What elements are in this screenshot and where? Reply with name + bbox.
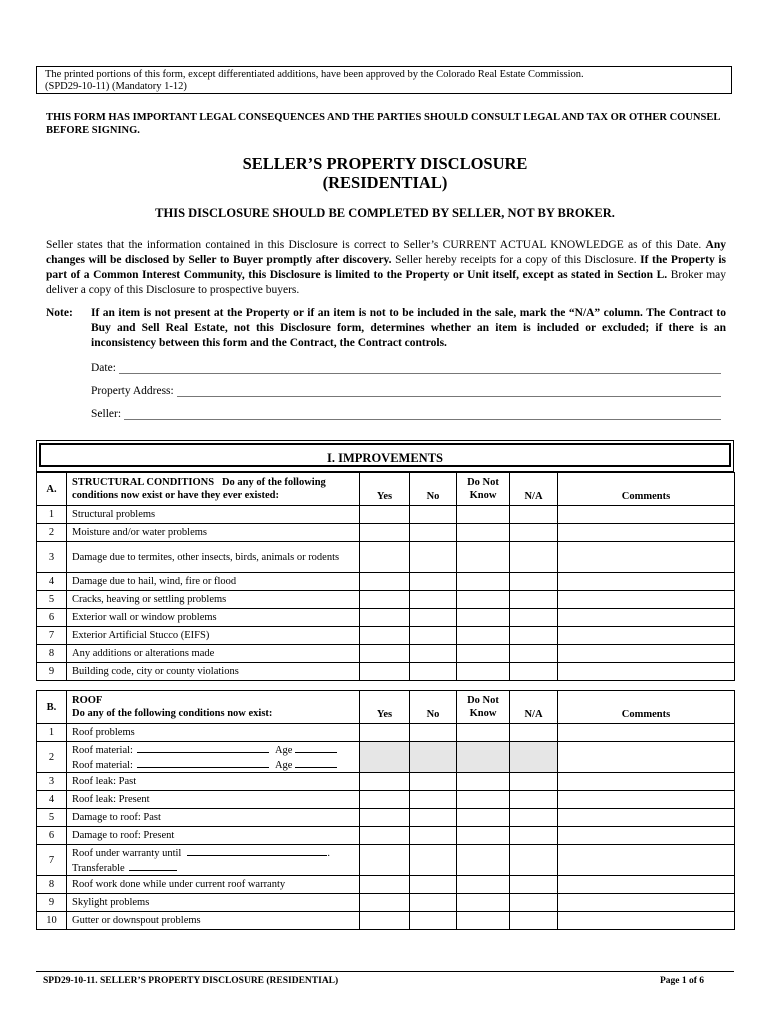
row-number: 5 <box>37 591 67 609</box>
checkbox-na[interactable] <box>510 827 558 845</box>
checkbox-no[interactable] <box>410 791 457 809</box>
question-emphasis: now exist <box>227 708 269 719</box>
date-label: Date: <box>91 362 116 374</box>
checkbox-yes[interactable] <box>360 809 410 827</box>
checkbox-do-not-know[interactable] <box>457 542 510 573</box>
row-number: 2 <box>37 524 67 542</box>
table-row <box>37 912 735 930</box>
checkbox-do-not-know[interactable] <box>457 845 510 876</box>
comments-cell[interactable] <box>558 791 735 809</box>
intro-text-2: Any changes will be disclosed by Seller to Buyer promptly after discovery. <box>46 239 726 266</box>
checkbox-na[interactable] <box>510 894 558 912</box>
structural-conditions-table <box>36 472 735 681</box>
property-address-field[interactable] <box>91 381 721 397</box>
age-label: Age <box>274 760 293 771</box>
row-number: 6 <box>37 609 67 627</box>
seller-field[interactable] <box>91 404 721 420</box>
table-row <box>37 876 735 894</box>
col-dnk-line1: Do Not <box>467 477 499 488</box>
checkbox-yes[interactable] <box>360 827 410 845</box>
warranty-date-input[interactable] <box>187 845 327 856</box>
checkbox-do-not-know[interactable] <box>457 524 510 542</box>
table-row <box>37 724 735 742</box>
row-number: 4 <box>37 573 67 591</box>
checkbox-yes[interactable] <box>360 742 410 773</box>
checkbox-yes[interactable] <box>360 845 410 876</box>
comments-cell[interactable] <box>558 627 735 645</box>
checkbox-na[interactable] <box>510 609 558 627</box>
approval-line-2: (SPD29-10-11) (Mandatory 1-12) <box>45 81 187 92</box>
property-address-label: Property Address: <box>91 385 174 397</box>
improvements-title: I. IMPROVEMENTS <box>39 443 731 467</box>
table-row <box>37 627 735 645</box>
question-prefix: Do any of the following conditions <box>72 477 326 501</box>
checkbox-no[interactable] <box>410 809 457 827</box>
intro-text-4: If the Property is part of a Common Interest Community, this Disclosure is limited to the Property or Unit itself, except as stated in Section L. <box>46 254 726 281</box>
row-label: Moisture and/or water problems <box>67 524 360 542</box>
checkbox-do-not-know[interactable] <box>457 506 510 524</box>
checkbox-yes[interactable] <box>360 791 410 809</box>
checkbox-do-not-know[interactable] <box>457 573 510 591</box>
comments-cell[interactable] <box>558 742 735 773</box>
checkbox-yes[interactable] <box>360 663 410 681</box>
checkbox-do-not-know[interactable] <box>457 663 510 681</box>
row-number: 2 <box>37 742 67 773</box>
intro-text-3: Seller hereby receipts for a copy of this Disclosure. <box>395 254 637 266</box>
row-label: Roof leak: Past <box>67 773 360 791</box>
col-comments: Comments <box>558 691 735 724</box>
intro-text-5: Broker may deliver a copy of this Disclosure to prospective buyers. <box>46 269 727 296</box>
checkbox-no[interactable] <box>410 894 457 912</box>
row-label: Roof problems <box>67 724 360 742</box>
comments-cell[interactable] <box>558 912 735 930</box>
checkbox-na[interactable] <box>510 524 558 542</box>
section-question <box>67 473 360 506</box>
comments-cell[interactable] <box>558 524 735 542</box>
row-label: Building code, city or county violations <box>67 663 360 681</box>
transferable-input[interactable] <box>129 860 177 871</box>
checkbox-do-not-know[interactable] <box>457 742 510 773</box>
table-row <box>37 742 735 773</box>
checkbox-yes[interactable] <box>360 724 410 742</box>
age-input[interactable] <box>295 742 337 753</box>
row-label: Damage to roof: Past <box>67 809 360 827</box>
checkbox-na[interactable] <box>510 573 558 591</box>
checkbox-no[interactable] <box>410 591 457 609</box>
checkbox-no[interactable] <box>410 627 457 645</box>
row-label: Exterior wall or window problems <box>67 609 360 627</box>
comments-cell[interactable] <box>558 845 735 876</box>
row-number: 8 <box>37 645 67 663</box>
checkbox-na[interactable] <box>510 773 558 791</box>
col-yes: Yes <box>360 473 410 506</box>
checkbox-na[interactable] <box>510 724 558 742</box>
row-label: Exterior Artificial Stucco (EIFS) <box>67 627 360 645</box>
row-number: 6 <box>37 827 67 845</box>
checkbox-na[interactable] <box>510 663 558 681</box>
checkbox-na[interactable] <box>510 791 558 809</box>
checkbox-no[interactable] <box>410 609 457 627</box>
table-row <box>37 506 735 524</box>
checkbox-yes[interactable] <box>360 627 410 645</box>
date-input-line[interactable] <box>119 362 721 374</box>
comments-cell[interactable] <box>558 876 735 894</box>
table-row <box>37 791 735 809</box>
col-na: N/A <box>510 691 558 724</box>
row-label: Damage due to hail, wind, fire or flood <box>67 573 360 591</box>
intro-paragraph <box>46 238 726 298</box>
table-row <box>37 894 735 912</box>
checkbox-no[interactable] <box>410 912 457 930</box>
comments-cell[interactable] <box>558 663 735 681</box>
checkbox-yes[interactable] <box>360 542 410 573</box>
row-label: Cracks, heaving or settling problems <box>67 591 360 609</box>
table-row <box>37 609 735 627</box>
table-row <box>37 773 735 791</box>
title-line-1: SELLER’S PROPERTY DISCLOSURE <box>242 154 528 173</box>
row-number: 1 <box>37 724 67 742</box>
checkbox-na[interactable] <box>510 845 558 876</box>
checkbox-do-not-know[interactable] <box>457 627 510 645</box>
table-row <box>37 645 735 663</box>
table-row <box>37 663 735 681</box>
footer-divider <box>36 971 734 972</box>
row-label: Any additions or alterations made <box>67 645 360 663</box>
roof-material-input[interactable] <box>137 742 269 753</box>
table-header-row <box>37 473 735 506</box>
seller-input-line[interactable] <box>124 408 721 420</box>
row-number: 7 <box>37 845 67 876</box>
checkbox-do-not-know[interactable] <box>457 827 510 845</box>
col-dnk-line2: Know <box>469 708 497 719</box>
comments-cell[interactable] <box>558 591 735 609</box>
checkbox-do-not-know[interactable] <box>457 773 510 791</box>
checkbox-no[interactable] <box>410 542 457 573</box>
note-block <box>46 306 726 351</box>
col-do-not-know <box>457 691 510 724</box>
row-number: 4 <box>37 791 67 809</box>
row-label: Roof work done while under current roof warranty <box>67 876 360 894</box>
checkbox-no[interactable] <box>410 773 457 791</box>
section-title: ROOF <box>72 695 103 706</box>
checkbox-no[interactable] <box>410 876 457 894</box>
section-question <box>67 691 360 724</box>
row-label <box>67 742 360 773</box>
age-input[interactable] <box>295 757 337 768</box>
note-text: If an item is not present at the Property or if an item is not to be included in the sale, mark the “N/A” column. The Contract to Buy and Sell Real Estate, not this Disclosure form, determines whether an item is included or excluded; if there is an inconsistency between this form and the Contract, the Contract controls. <box>91 307 726 349</box>
row-number: 7 <box>37 627 67 645</box>
row-label: Roof under warranty until . Transferable <box>67 845 360 876</box>
checkbox-do-not-know[interactable] <box>457 912 510 930</box>
col-dnk-line2: Know <box>469 490 497 501</box>
roof-material-label: Roof material: <box>72 745 133 756</box>
roof-material-input[interactable] <box>137 757 269 768</box>
section-title: STRUCTURAL CONDITIONS <box>72 477 215 488</box>
row-number: 9 <box>37 663 67 681</box>
question-prefix: Do any of the following conditions <box>72 708 225 719</box>
checkbox-na[interactable] <box>510 542 558 573</box>
checkbox-do-not-know[interactable] <box>457 609 510 627</box>
table-row <box>37 524 735 542</box>
property-address-input-line[interactable] <box>177 385 721 397</box>
date-field[interactable] <box>91 358 721 374</box>
checkbox-na[interactable] <box>510 506 558 524</box>
comments-cell[interactable] <box>558 724 735 742</box>
checkbox-no[interactable] <box>410 663 457 681</box>
comments-cell[interactable] <box>558 773 735 791</box>
row-label: Damage due to termites, other insects, birds, animals or rodents <box>67 542 360 573</box>
warranty-label: Roof under warranty until <box>72 848 182 859</box>
col-na: N/A <box>510 473 558 506</box>
checkbox-yes[interactable] <box>360 876 410 894</box>
row-label: Damage to roof: Present <box>67 827 360 845</box>
checkbox-no[interactable] <box>410 524 457 542</box>
approval-notice <box>36 66 732 94</box>
checkbox-yes[interactable] <box>360 912 410 930</box>
comments-cell[interactable] <box>558 809 735 827</box>
col-comments: Comments <box>558 473 735 506</box>
table-header-row <box>37 691 735 724</box>
table-row <box>37 845 735 876</box>
checkbox-do-not-know[interactable] <box>457 809 510 827</box>
footer-page-number: Page 1 of 6 <box>659 976 704 986</box>
title-line-2: (RESIDENTIAL) <box>322 173 448 192</box>
note-label: Note: <box>46 307 73 319</box>
section-letter: A. <box>37 473 67 506</box>
row-number: 9 <box>37 894 67 912</box>
checkbox-no[interactable] <box>410 573 457 591</box>
table-row <box>37 809 735 827</box>
checkbox-do-not-know[interactable] <box>457 791 510 809</box>
checkbox-no[interactable] <box>410 506 457 524</box>
checkbox-na[interactable] <box>510 876 558 894</box>
checkbox-yes[interactable] <box>360 524 410 542</box>
comments-cell[interactable] <box>558 542 735 573</box>
intro-text-1: Seller states that the information contained in this Disclosure is correct to Seller’s CURRENT ACTUAL KNOWLEDGE as of this Date. <box>46 239 702 251</box>
roof-material-label: Roof material: <box>72 760 133 771</box>
comments-cell[interactable] <box>558 506 735 524</box>
table-row <box>37 542 735 573</box>
row-number: 1 <box>37 506 67 524</box>
comments-cell[interactable] <box>558 573 735 591</box>
col-yes: Yes <box>360 691 410 724</box>
legal-warning: THIS FORM HAS IMPORTANT LEGAL CONSEQUENCES AND THE PARTIES SHOULD CONSULT LEGAL AND TAX OR OTHER COUNSEL BEFORE SIGNING. <box>46 112 720 136</box>
approval-line-1: The printed portions of this form, except differentiated additions, have been approved by the Colorado Real Estate Commission. <box>45 69 584 80</box>
improvements-header <box>36 440 734 472</box>
question-emphasis: now exist or have they ever existed <box>120 490 276 501</box>
question-suffix: : <box>275 490 279 501</box>
checkbox-do-not-know[interactable] <box>457 894 510 912</box>
checkbox-no[interactable] <box>410 827 457 845</box>
checkbox-na[interactable] <box>510 645 558 663</box>
checkbox-yes[interactable] <box>360 773 410 791</box>
checkbox-no[interactable] <box>410 724 457 742</box>
table-row <box>37 591 735 609</box>
footer-form-id: SPD29-10-11. SELLER’S PROPERTY DISCLOSURE (RESIDENTIAL) <box>43 976 339 986</box>
comments-cell[interactable] <box>558 645 735 663</box>
checkbox-do-not-know[interactable] <box>457 591 510 609</box>
table-row <box>37 573 735 591</box>
col-do-not-know <box>457 473 510 506</box>
col-dnk-line1: Do Not <box>467 695 499 706</box>
row-label: Roof leak: Present <box>67 791 360 809</box>
row-number: 3 <box>37 542 67 573</box>
checkbox-na[interactable] <box>510 627 558 645</box>
seller-label: Seller: <box>91 408 122 420</box>
page-subtitle: THIS DISCLOSURE SHOULD BE COMPLETED BY SELLER, NOT BY BROKER. <box>155 206 615 220</box>
checkbox-do-not-know[interactable] <box>457 876 510 894</box>
age-label: Age <box>274 745 293 756</box>
transferable-label: Transferable <box>72 863 125 874</box>
row-number: 3 <box>37 773 67 791</box>
checkbox-no[interactable] <box>410 845 457 876</box>
comments-cell[interactable] <box>558 894 735 912</box>
roof-table <box>36 690 735 930</box>
table-row <box>37 827 735 845</box>
row-number: 5 <box>37 809 67 827</box>
checkbox-yes[interactable] <box>360 645 410 663</box>
checkbox-yes[interactable] <box>360 609 410 627</box>
checkbox-yes[interactable] <box>360 894 410 912</box>
checkbox-do-not-know[interactable] <box>457 724 510 742</box>
row-label: Gutter or downspout problems <box>67 912 360 930</box>
checkbox-yes[interactable] <box>360 506 410 524</box>
row-label: Structural problems <box>67 506 360 524</box>
comments-cell[interactable] <box>558 827 735 845</box>
comments-cell[interactable] <box>558 609 735 627</box>
checkbox-do-not-know[interactable] <box>457 645 510 663</box>
checkbox-na[interactable] <box>510 912 558 930</box>
row-label: Skylight problems <box>67 894 360 912</box>
checkbox-yes[interactable] <box>360 591 410 609</box>
checkbox-na[interactable] <box>510 742 558 773</box>
col-no: No <box>410 473 457 506</box>
page-title <box>0 154 770 192</box>
question-suffix: : <box>268 708 273 719</box>
row-number: 8 <box>37 876 67 894</box>
col-no: No <box>410 691 457 724</box>
checkbox-yes[interactable] <box>360 573 410 591</box>
section-letter: B. <box>37 691 67 724</box>
checkbox-no[interactable] <box>410 645 457 663</box>
checkbox-na[interactable] <box>510 809 558 827</box>
row-number: 10 <box>37 912 67 930</box>
checkbox-na[interactable] <box>510 591 558 609</box>
checkbox-no[interactable] <box>410 742 457 773</box>
